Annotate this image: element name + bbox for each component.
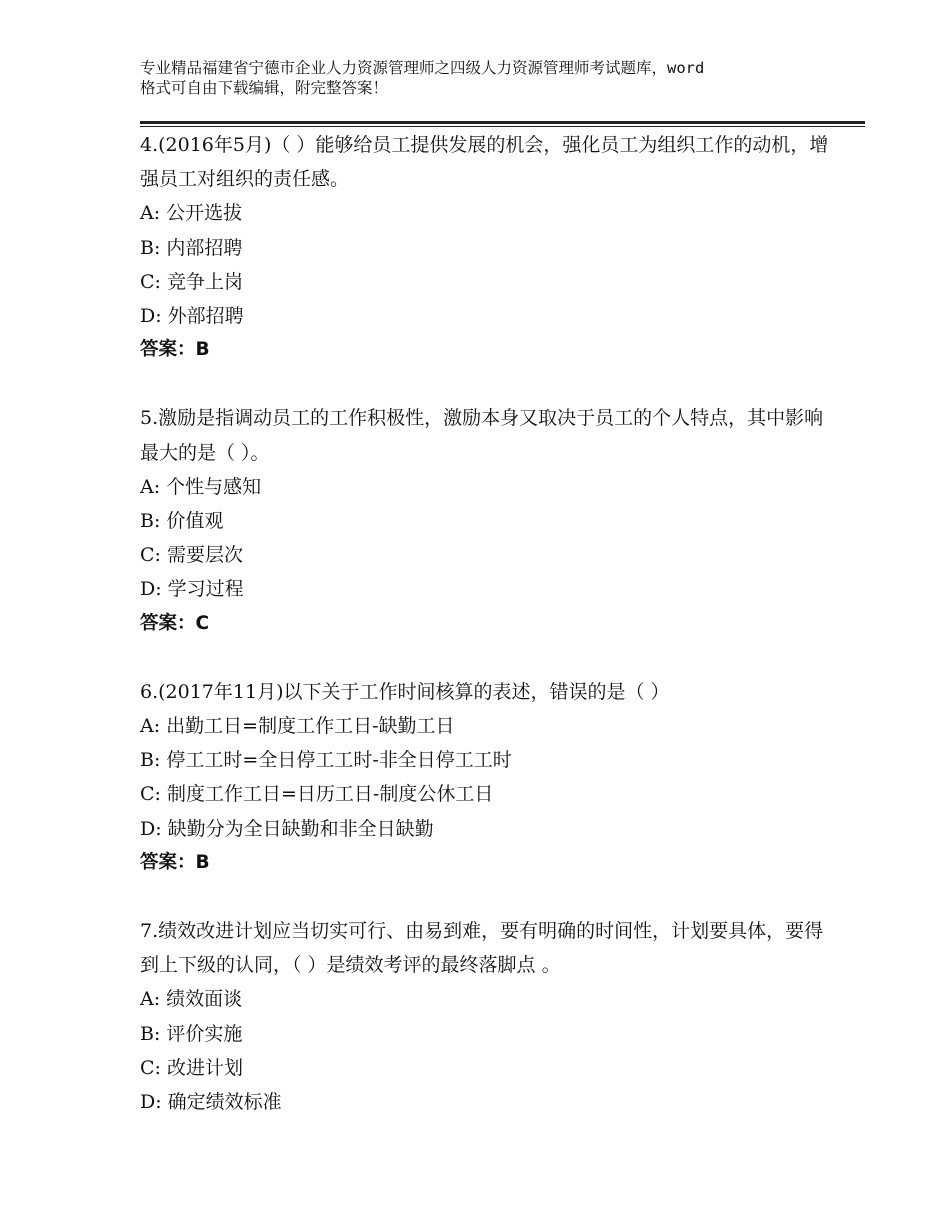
option-c: C: 制度工作工日=日历工日-制度公休工日 bbox=[140, 783, 494, 806]
header-line-2: 格式可自由下载编辑，附完整答案！ bbox=[140, 79, 389, 97]
answer-line: 答案：B bbox=[140, 339, 210, 361]
option-c: C: 需要层次 bbox=[140, 544, 243, 567]
option-d: D: 外部招聘 bbox=[140, 305, 244, 328]
question-stem: 5.激励是指调动员工的工作积极性，激励本身又取决于员工的个人特点，其中影响最大的是（ ）。 bbox=[140, 407, 824, 464]
option-c: C: 竞争上岗 bbox=[140, 270, 243, 293]
question-6 bbox=[140, 675, 840, 880]
option-a: A: 出勤工日=制度工作工日-缺勤工日 bbox=[140, 715, 455, 738]
question-5 bbox=[140, 401, 840, 640]
question-stem: 6.(2017年11月)以下关于工作时间核算的表述，错误的是（ ） bbox=[140, 680, 670, 703]
header-rule-thin bbox=[140, 126, 865, 127]
option-b: B: 停工工时=全日停工工时-非全日停工工时 bbox=[140, 749, 512, 772]
option-d: D: 学习过程 bbox=[140, 578, 244, 601]
option-d: D: 缺勤分为全日缺勤和非全日缺勤 bbox=[140, 817, 434, 840]
header-line-1: 专业精品福建省宁德市企业人力资源管理师之四级人力资源管理师考试题库，word bbox=[140, 59, 705, 77]
option-a: A: 公开选拔 bbox=[140, 202, 243, 225]
answer-line: 答案：B bbox=[140, 851, 210, 873]
answer-line: 答案：C bbox=[140, 612, 210, 634]
document-header bbox=[140, 58, 840, 98]
option-b: B: 价值观 bbox=[140, 510, 224, 533]
option-b: B: 内部招聘 bbox=[140, 236, 243, 259]
question-4 bbox=[140, 128, 840, 367]
question-stem: 7.绩效改进计划应当切实可行、由易到难，要有明确的时间性，计划要具体，要得到上下级的认同，（ ）是绩效考评的最终落脚点 。 bbox=[140, 920, 824, 977]
option-c: C: 改进计划 bbox=[140, 1056, 243, 1079]
question-stem: 4.(2016年5月)（ ）能够给员工提供发展的机会，强化员工为组织工作的动机，增强员工对组织的责任感。 bbox=[140, 134, 829, 191]
option-d: D: 确定绩效标准 bbox=[140, 1091, 282, 1114]
option-b: B: 评价实施 bbox=[140, 1022, 243, 1045]
question-list bbox=[140, 128, 840, 1119]
option-a: A: 绩效面谈 bbox=[140, 988, 243, 1011]
header-rule-thick bbox=[140, 121, 865, 124]
option-a: A: 个性与感知 bbox=[140, 475, 262, 498]
question-7 bbox=[140, 914, 840, 1119]
